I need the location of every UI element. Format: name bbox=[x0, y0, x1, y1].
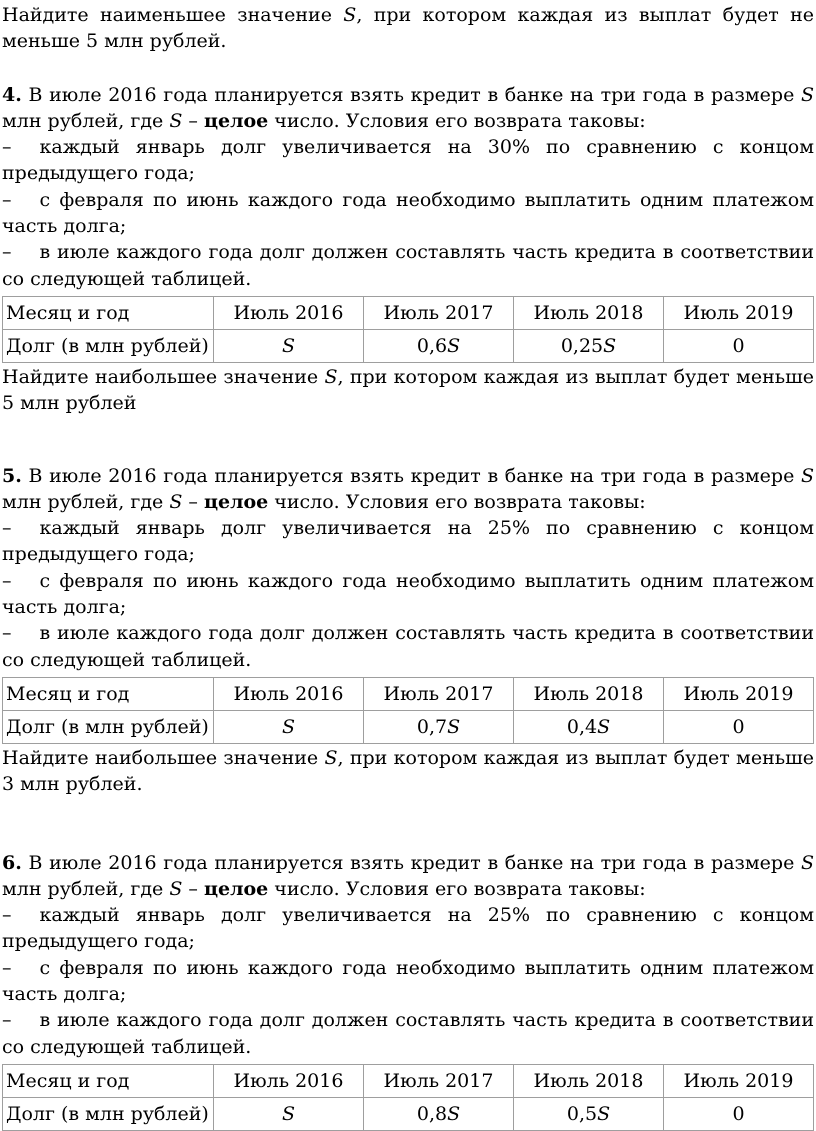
variable-s: S bbox=[324, 746, 338, 769]
bullet-item bbox=[2, 902, 814, 955]
emphasis-word: целое bbox=[203, 877, 269, 900]
debt-value-cell bbox=[514, 1097, 664, 1130]
statement-text: млн рублей, где bbox=[2, 877, 170, 900]
bullet-dash: – bbox=[2, 956, 12, 979]
debt-value: 0,7 bbox=[416, 715, 448, 738]
document-page bbox=[2, 2, 814, 1131]
bullet-item bbox=[2, 134, 814, 187]
bullet-dash: – bbox=[2, 241, 12, 264]
debt-value-cell bbox=[214, 329, 364, 362]
question-text: Найдите наибольшее значение bbox=[2, 365, 325, 388]
debt-value-cell bbox=[364, 710, 514, 743]
intro-text: , при котором каждая из выплат будет не меньше 5 млн рублей. bbox=[2, 4, 814, 53]
problem-4-statement bbox=[2, 82, 814, 135]
debt-value: 0,5 bbox=[566, 1102, 598, 1125]
bullet-dash: – bbox=[2, 904, 12, 927]
variable-s: S bbox=[169, 877, 183, 900]
problem-4-number: 4. bbox=[2, 83, 22, 106]
debt-table-problem-6 bbox=[2, 1064, 814, 1131]
statement-text: число. Условия его возврата таковы: bbox=[268, 877, 646, 900]
debt-value-cell bbox=[664, 710, 814, 743]
emphasis-word: целое bbox=[203, 490, 269, 513]
problem-4-question bbox=[2, 364, 814, 417]
statement-text: В июле 2016 года планируется взять кредит в банке на три года в размере bbox=[21, 83, 801, 106]
statement-text: В июле 2016 года планируется взять кредит в банке на три года в размере bbox=[21, 851, 801, 874]
bullet-dash: – bbox=[2, 188, 12, 211]
variable-s: S bbox=[800, 464, 814, 487]
variable-s: S bbox=[597, 1102, 611, 1125]
problem-6-statement bbox=[2, 850, 814, 903]
question-text: Найдите наибольшее значение bbox=[2, 746, 325, 769]
table-header-cell: Июль 2019 bbox=[664, 1064, 814, 1097]
bullet-text: каждый январь долг увеличивается на 25% по сравнению с концом предыдущего года; bbox=[2, 904, 814, 953]
table-header-cell: Июль 2017 bbox=[364, 296, 514, 329]
statement-text: число. Условия его возврата таковы: bbox=[268, 109, 646, 132]
statement-text: число. Условия его возврата таковы: bbox=[268, 490, 646, 513]
problem-5-section bbox=[2, 463, 814, 798]
bullet-text: с февраля по июнь каждого года необходимо выплатить одним платежом часть долга; bbox=[2, 569, 814, 619]
table-header-cell: Июль 2016 bbox=[214, 677, 364, 710]
debt-value-cell bbox=[514, 329, 664, 362]
bullet-dash: – bbox=[2, 136, 12, 159]
variable-s: S bbox=[281, 334, 296, 357]
problem-5-statement bbox=[2, 463, 814, 516]
variable-s: S bbox=[281, 715, 296, 738]
table-header-cell: Июль 2017 bbox=[364, 1064, 514, 1097]
table-header-cell: Июль 2019 bbox=[664, 677, 814, 710]
statement-text: – bbox=[182, 877, 204, 900]
bullet-text: с февраля по июнь каждого года необходимо выплатить одним платежом часть долга; bbox=[2, 956, 814, 1006]
bullet-item bbox=[2, 239, 814, 292]
bullet-item bbox=[2, 568, 814, 621]
table-header-row bbox=[3, 1064, 814, 1097]
table-header-row bbox=[3, 296, 814, 329]
bullet-text: с февраля по июнь каждого года необходимо выплатить одним платежом часть долга; bbox=[2, 188, 814, 238]
bullet-item bbox=[2, 515, 814, 568]
debt-value: 0,4 bbox=[566, 715, 598, 738]
bullet-item bbox=[2, 1007, 814, 1060]
row-label-cell: Долг (в млн рублей) bbox=[3, 710, 214, 743]
bullet-dash: – bbox=[2, 622, 12, 645]
variable-s: S bbox=[169, 109, 183, 132]
table-header-cell: Месяц и год bbox=[3, 296, 214, 329]
debt-value-cell bbox=[364, 329, 514, 362]
bullet-text: каждый январь долг увеличивается на 25% по сравнению с концом предыдущего года; bbox=[2, 517, 814, 566]
problem-6-number: 6. bbox=[2, 851, 22, 874]
debt-value: 0 bbox=[732, 1102, 745, 1125]
bullet-item bbox=[2, 187, 814, 240]
variable-s: S bbox=[800, 851, 814, 874]
bullet-dash: – bbox=[2, 1009, 12, 1032]
debt-value: 0 bbox=[732, 334, 745, 357]
intro-paragraph bbox=[2, 2, 814, 55]
table-header-cell: Июль 2017 bbox=[364, 677, 514, 710]
variable-s: S bbox=[447, 715, 461, 738]
bullet-text: в июле каждого года долг должен составлять часть кредита в соответствии со следующей таблицей. bbox=[2, 1009, 814, 1058]
variable-s: S bbox=[603, 334, 617, 357]
debt-value: 0,8 bbox=[416, 1102, 448, 1125]
bullet-dash: – bbox=[2, 569, 12, 592]
debt-value-cell bbox=[214, 1097, 364, 1130]
table-data-row bbox=[3, 1097, 814, 1130]
table-data-row bbox=[3, 710, 814, 743]
variable-s: S bbox=[447, 334, 461, 357]
bullet-item bbox=[2, 955, 814, 1008]
question-text: , при котором каждая из выплат будет меньше 3 млн рублей. bbox=[2, 746, 814, 796]
question-text: , при котором каждая из выплат будет меньше 5 млн рублей bbox=[2, 365, 814, 415]
problem-6-section bbox=[2, 850, 814, 1131]
table-header-cell: Месяц и год bbox=[3, 677, 214, 710]
problem-4-section bbox=[2, 82, 814, 417]
debt-value-cell bbox=[664, 1097, 814, 1130]
debt-value-cell bbox=[664, 329, 814, 362]
debt-value: 0,25 bbox=[560, 334, 604, 357]
table-header-cell: Июль 2016 bbox=[214, 1064, 364, 1097]
row-label-cell: Долг (в млн рублей) bbox=[3, 329, 214, 362]
emphasis-word: целое bbox=[203, 109, 269, 132]
problem-5-question bbox=[2, 745, 814, 798]
table-header-row bbox=[3, 677, 814, 710]
variable-s: S bbox=[597, 715, 611, 738]
table-data-row bbox=[3, 329, 814, 362]
table-header-cell: Июль 2018 bbox=[514, 1064, 664, 1097]
debt-value-cell bbox=[364, 1097, 514, 1130]
variable-s: S bbox=[324, 365, 338, 388]
variable-s: S bbox=[281, 1102, 296, 1125]
bullet-text: в июле каждого года долг должен составлять часть кредита в соответствии со следующей таблицей. bbox=[2, 241, 814, 290]
table-header-cell: Июль 2018 bbox=[514, 677, 664, 710]
statement-text: – bbox=[182, 490, 204, 513]
statement-text: млн рублей, где bbox=[2, 109, 170, 132]
bullet-text: в июле каждого года долг должен составлять часть кредита в соответствии со следующей таблицей. bbox=[2, 622, 814, 671]
debt-value-cell bbox=[214, 710, 364, 743]
table-header-cell: Месяц и год bbox=[3, 1064, 214, 1097]
statement-text: млн рублей, где bbox=[2, 490, 170, 513]
variable-s: S bbox=[343, 4, 357, 26]
row-label-cell: Долг (в млн рублей) bbox=[3, 1097, 214, 1130]
statement-text: В июле 2016 года планируется взять кредит в банке на три года в размере bbox=[21, 464, 801, 487]
debt-table-problem-4 bbox=[2, 296, 814, 363]
statement-text: – bbox=[182, 109, 204, 132]
problem-5-number: 5. bbox=[2, 464, 22, 487]
table-header-cell: Июль 2018 bbox=[514, 296, 664, 329]
bullet-dash: – bbox=[2, 517, 12, 540]
table-header-cell: Июль 2016 bbox=[214, 296, 364, 329]
bullet-text: каждый январь долг увеличивается на 30% по сравнению с концом предыдущего года; bbox=[2, 136, 814, 185]
debt-table-problem-5 bbox=[2, 677, 814, 744]
variable-s: S bbox=[800, 83, 814, 106]
intro-text: Найдите наименьшее значение bbox=[2, 4, 344, 26]
variable-s: S bbox=[447, 1102, 461, 1125]
table-header-cell: Июль 2019 bbox=[664, 296, 814, 329]
debt-value: 0,6 bbox=[416, 334, 448, 357]
debt-value: 0 bbox=[732, 715, 745, 738]
bullet-item bbox=[2, 620, 814, 673]
variable-s: S bbox=[169, 490, 183, 513]
debt-value-cell bbox=[514, 710, 664, 743]
